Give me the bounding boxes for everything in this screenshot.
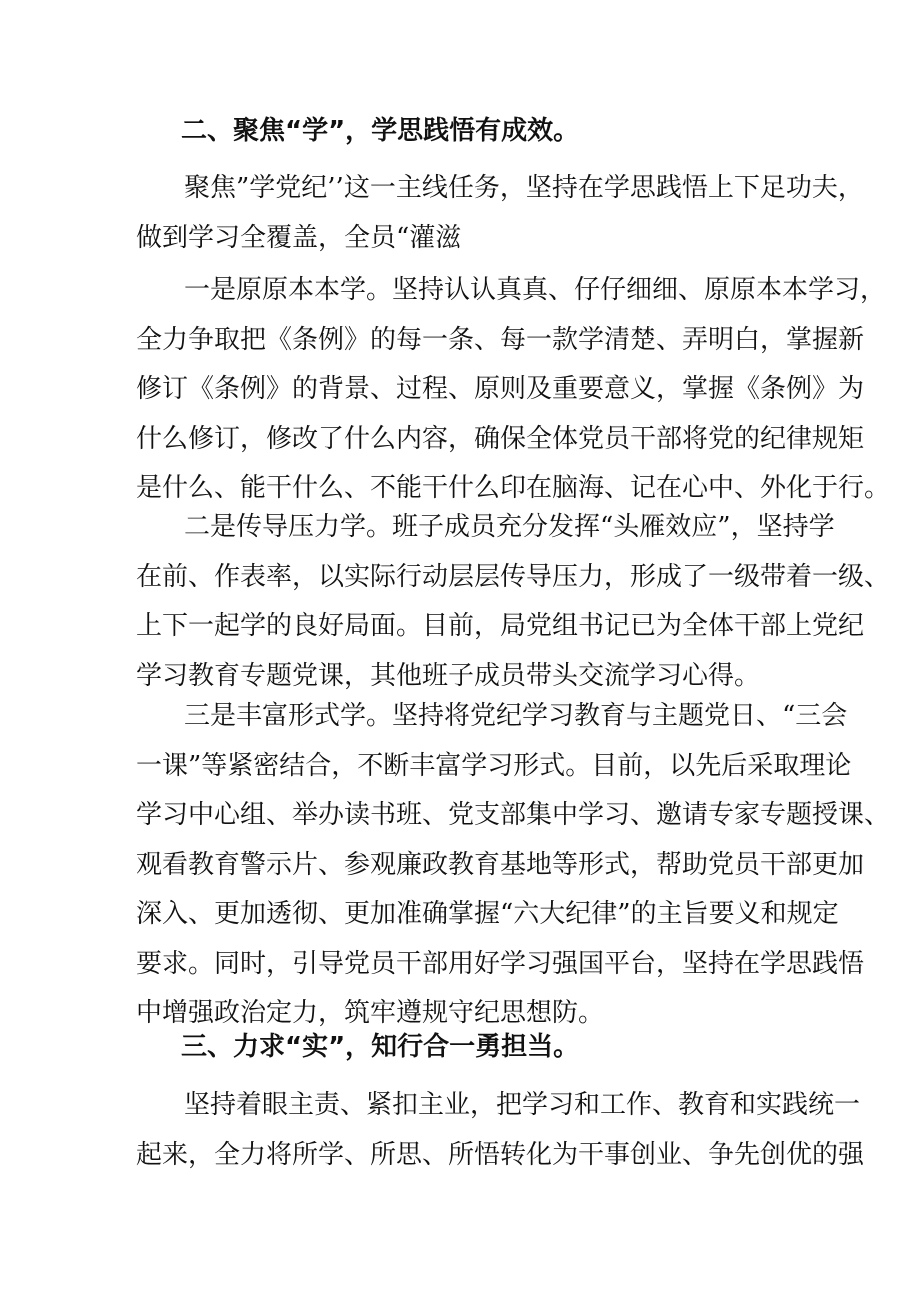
text-line: 一是原原本本学。坚持认认真真、仔仔细细、原原本本学习， (184, 275, 887, 305)
text-line: 三是丰富形式学。坚持将党纪学习教育与主题党日、“三会 (184, 701, 848, 731)
text-line: 学习教育专题党课，其他班子成员带头交流学习心得。 (136, 660, 761, 691)
text-line: 修订《条例》的背景、过程、原则及重要意义，掌握《条例》为 (136, 374, 865, 404)
paragraph-section-3 (136, 1081, 865, 1180)
text-line: 什么修订，修改了什么内容，确保全体党员干部将党的纪律规矩 (136, 423, 865, 454)
text-line: 全力争取把《条例》的每一条、每一款学清楚、弄明白，掌握新 (136, 324, 865, 355)
text-line: 在前、作表率，以实际行动层层传导压力，形成了一级带着一级、 (136, 561, 891, 592)
text-line: 要求。同时，引导党员干部用好学习强国平台，坚持在学思践悟 (136, 948, 865, 979)
text-line: 二是传导压力学。班子成员充分发挥“头雁效应”，坚持学 (184, 512, 835, 542)
text-line: 学习中心组、举办读书班、党支部集中学习、邀请专家专题授课、 (136, 800, 891, 830)
text-line: 聚焦”学党纪’’这一主线任务，坚持在学思践悟上下足功夫， (184, 173, 864, 203)
text-line: 坚持着眼主责、紧扣主业，把学习和工作、教育和实践统一 (184, 1090, 861, 1120)
text-line: 观看教育警示片、参观廉政教育基地等形式，帮助党员干部更加 (136, 849, 865, 880)
paragraph-intro (136, 164, 864, 263)
section-heading-3: 三、力求“实”，知行合一勇担当。 (181, 1032, 580, 1062)
text-line: 一课”等紧密结合，不断丰富学习形式。目前，以先后采取理论 (136, 750, 852, 781)
section-heading-2: 二、聚焦“学”，学思践悟有成效。 (181, 116, 580, 146)
text-line: 做到学习全覆盖，全员“灌滋 (136, 222, 462, 253)
text-line: 是什么、能干什么、不能干什么印在脑海、记在心中、外化于行。 (136, 473, 891, 503)
text-line: 中增强政治定力，筑牢遵规守纪思想防。 (136, 998, 605, 1028)
paragraph-item-3 (136, 692, 891, 1039)
paragraph-item-2 (136, 503, 891, 701)
text-line: 起来，全力将所学、所思、所悟转化为干事创业、争先创优的强 (136, 1139, 865, 1170)
text-line: 深入、更加透彻、更加准确掌握“六大纪律”的主旨要义和规定 (136, 899, 839, 929)
text-line: 上下一起学的良好局面。目前，局党组书记已为全体干部上党纪 (136, 611, 865, 641)
paragraph-item-1 (136, 266, 891, 514)
